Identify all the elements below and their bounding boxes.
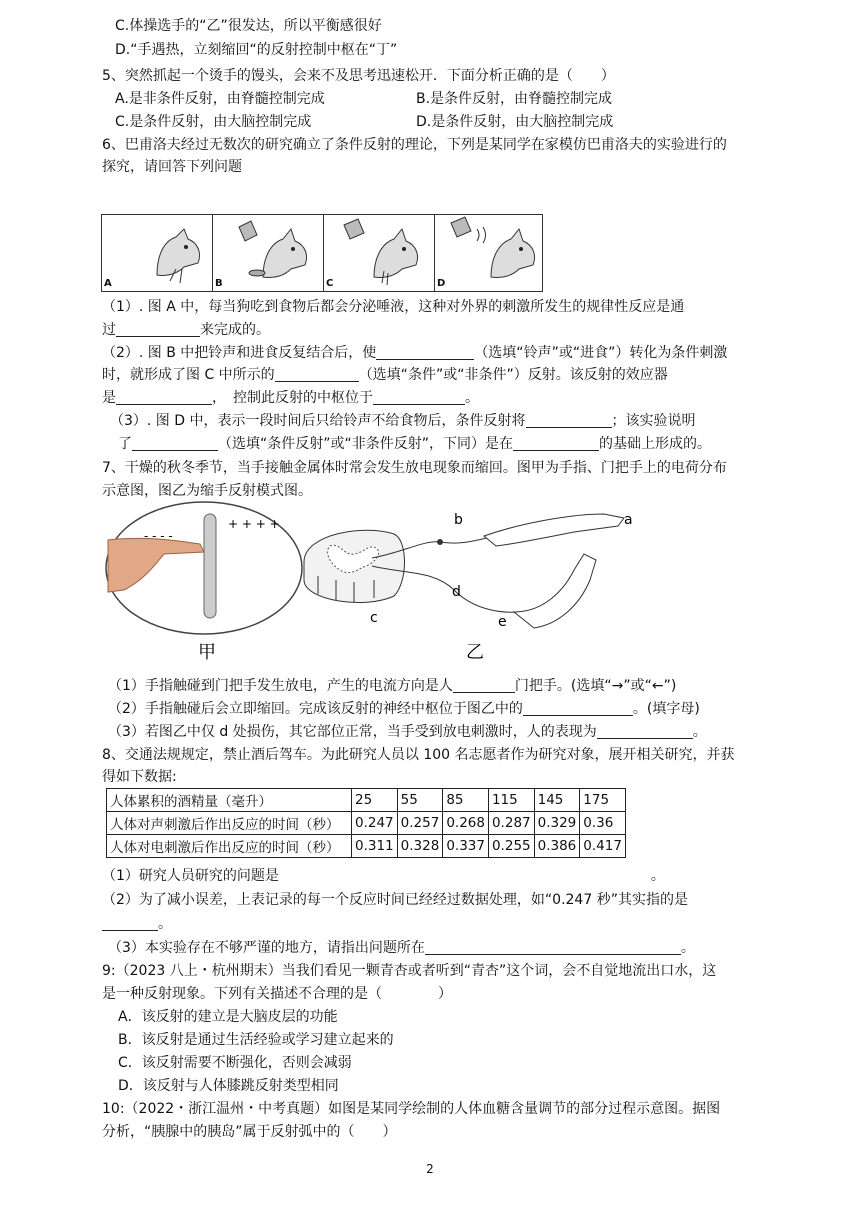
table-cell: 0.268 — [443, 812, 489, 835]
q9-stem-line1: 9:（2023 八上・杭州期末）当我们看见一颗青杏或者听到“青杏”这个词，会不自觉地流出口水，这 — [102, 963, 717, 979]
alcohol-data-table — [106, 788, 626, 858]
q7-3 — [108, 722, 707, 742]
q6-2c-mid: ， 控制此反射的中枢位于 — [212, 390, 373, 406]
label-a: a — [624, 512, 633, 528]
q6-3b-prefix: 了 — [118, 436, 132, 452]
q7-3-blank[interactable] — [597, 722, 693, 739]
spinal-cord-icon — [304, 530, 405, 602]
table-header-cell: 25 — [352, 789, 398, 812]
q9-option-b: B．该反射是通过生活经验或学习建立起来的 — [118, 1032, 394, 1048]
q7-stem-line2: 示意图，图乙为缩手反射模式图。 — [102, 483, 312, 499]
q6-2-blank3[interactable] — [116, 388, 212, 405]
q8-3-prefix: （3）本实验存在不够严谨的地方，请指出问题所在 — [108, 940, 425, 956]
panel-label-a: A — [104, 278, 112, 289]
panel-label-c: C — [326, 278, 334, 289]
q6-3b-end: 的基础上形成的。 — [599, 436, 712, 452]
table-header-cell: 115 — [488, 789, 534, 812]
q7-2-blank[interactable] — [523, 699, 633, 716]
q6-stem-line1: 6、巴甫洛夫经过无数次的研究确立了条件反射的理论，下列是某同学在家模仿巴甫洛夫的实验进行的 — [102, 137, 727, 153]
q10-stem-line1: 10:（2022・浙江温州・中考真题）如图是某同学绘制的人体血糖含量调节的部分过程示意图。据图 — [102, 1101, 721, 1117]
panel-label-b: B — [215, 278, 223, 289]
q7-stem-line1: 7、干燥的秋冬季节，当手接触金属体时常会发生放电现象而缩回。图甲为手指、门把手上的电荷分布 — [102, 460, 727, 476]
table-header-cell: 145 — [534, 789, 580, 812]
dog-experiment-strip — [101, 214, 543, 292]
table-header-cell: 175 — [580, 789, 626, 812]
q6-3-suffix: ；该实验说明 — [611, 413, 696, 429]
forearm-icon — [514, 554, 596, 628]
q7-1-suffix: 门把手。(选填“→”或“←”) — [514, 678, 677, 694]
yi-label: 乙 — [466, 642, 484, 663]
label-e: e — [498, 614, 507, 630]
table-cell: 0.417 — [580, 835, 626, 858]
table-cell: 人体对声刺激后作出反应的时间（秒） — [107, 812, 352, 835]
q6-2c-end: 。 — [465, 390, 479, 406]
dog-bell-food-icon — [213, 215, 323, 291]
q6-2-blank4[interactable] — [373, 388, 465, 405]
q6-2-blank1[interactable] — [376, 343, 474, 360]
q6-3-line1 — [110, 411, 696, 431]
table-row — [107, 835, 626, 858]
q6-1-blank[interactable] — [116, 320, 200, 337]
q8-1-prefix: （1）研究人员研究的问题是 — [102, 868, 279, 884]
finger-icon — [108, 538, 204, 592]
q5-option-d: D.是条件反射，由大脑控制完成 — [416, 114, 614, 130]
q6-3-blank1[interactable] — [526, 411, 612, 428]
q4-option-c: C.体操选手的“乙”很发达，所以平衡感很好 — [115, 18, 382, 34]
q7-2-prefix: （2）手指触碰后会立即缩回。完成该反射的神经中枢位于图乙中的 — [108, 701, 523, 717]
q6-3-blank2[interactable] — [132, 434, 218, 451]
q6-3b-mid: （选填“条件反射”或“非条件反射”，下同）是在 — [218, 436, 514, 452]
q8-stem-line2: 得如下数据: — [102, 769, 177, 785]
q7-1 — [108, 676, 676, 696]
dog-panel-b — [213, 215, 324, 291]
q9-option-d: D．该反射与人体膝跳反射类型相同 — [118, 1078, 339, 1094]
q6-2-mid: （选填“铃声”或“进食”）转化为条件刺激 — [474, 345, 728, 361]
panel-label-d: D — [437, 278, 446, 289]
q7-2-suffix: 。(填字母) — [632, 701, 700, 717]
door-handle-icon — [204, 514, 216, 618]
table-cell: 0.311 — [352, 835, 398, 858]
dog-panel-d — [435, 215, 545, 291]
q6-2c-prefix: 是 — [102, 390, 116, 406]
q8-stem-line1: 8、交通法规规定，禁止酒后驾车。为此研究人员以 100 名志愿者作为研究对象，展开相关研究，并获 — [102, 747, 735, 763]
jia-label: 甲 — [198, 642, 216, 663]
q6-3-blank3[interactable] — [513, 434, 599, 451]
table-header-cell: 85 — [443, 789, 489, 812]
q4-option-d: D.“手遇热，立刻缩回“的反射控制中枢在“丁” — [115, 42, 398, 58]
table-cell: 0.257 — [397, 812, 443, 835]
label-d: d — [452, 584, 461, 600]
q7-3-suffix: 。 — [692, 724, 707, 740]
q5-option-b: B.是条件反射，由脊髓控制完成 — [416, 91, 613, 107]
q7-2 — [108, 699, 700, 719]
q6-2b-prefix: 时，就形成了图 C 中所示的 — [102, 367, 275, 383]
q6-1-prefix: 过 — [102, 322, 116, 338]
q5-stem: 5、突然抓起一个烫手的馒头，会来不及思考迅速松开．下面分析正确的是（ ） — [102, 68, 615, 84]
q6-2-line2 — [102, 365, 668, 385]
q6-1-line2 — [102, 320, 270, 340]
table-header-cell: 55 — [397, 789, 443, 812]
dog-bell-salivating-icon — [324, 215, 434, 291]
reflex-figure — [104, 500, 644, 665]
q6-2-line3 — [102, 388, 479, 408]
q8-1 — [102, 866, 665, 886]
q7-1-prefix: （1）手指触碰到门把手发生放电，产生的电流方向是人 — [108, 678, 453, 694]
table-row — [107, 812, 626, 835]
ganglion-dot — [437, 539, 443, 545]
q6-1-suffix: 来完成的。 — [200, 322, 270, 338]
q6-2-prefix: （2）. 图 B 中把铃声和进食反复结合后，使 — [102, 345, 377, 361]
q6-stem-line2: 探究，请回答下列问题 — [102, 159, 242, 175]
q10-stem-line2: 分析，“胰腺中的胰岛”属于反射弧中的（ ） — [102, 1124, 397, 1140]
q9-stem-line2: 是一种反射现象。下列有关描述不合理的是（ ） — [102, 986, 452, 1002]
q5-option-a: A.是非条件反射，由脊髓控制完成 — [115, 91, 325, 107]
table-cell: 0.36 — [580, 812, 626, 835]
q6-2-line1 — [102, 343, 727, 363]
q7-3-prefix: （3）若图乙中仅 d 处损伤，其它部位正常，当手受到放电刺激时，人的表现为 — [108, 724, 597, 740]
table-header-row — [107, 789, 626, 812]
q6-2-blank2[interactable] — [275, 365, 359, 382]
q8-2-blank[interactable] — [102, 914, 158, 931]
q6-3-prefix: （3）. 图 D 中，表示一段时间后只给铃声不给食物后，条件反射将 — [110, 413, 526, 429]
q9-option-c: C．该反射需要不断强化，否则会减弱 — [118, 1055, 352, 1071]
q5-option-c: C.是条件反射，由大脑控制完成 — [115, 114, 312, 130]
q9-option-a: A．该反射的建立是大脑皮层的功能 — [118, 1009, 338, 1025]
q6-2b-suffix: （选填“条件”或“非条件”）反射。该反射的效应器 — [358, 367, 668, 383]
q6-3-line2 — [118, 434, 711, 454]
q8-3 — [108, 938, 695, 958]
q8-2-line2 — [102, 914, 172, 934]
table-cell: 0.329 — [534, 812, 580, 835]
table-cell: 0.287 — [488, 812, 534, 835]
table-header-cell: 人体累积的酒精量（毫升） — [107, 789, 352, 812]
q8-2-line1: （2）为了减小误差，上表记录的每一个反应时间已经经过数据处理，如“0.247 秒”其实指的是 — [102, 892, 688, 908]
table-cell: 0.255 — [488, 835, 534, 858]
dog-bell-only-icon — [435, 215, 545, 291]
positive-charges: + + + + — [228, 517, 280, 531]
dog-eating-icon — [102, 215, 212, 291]
q7-1-blank[interactable] — [453, 676, 515, 693]
table-cell: 0.386 — [534, 835, 580, 858]
table-cell: 0.328 — [397, 835, 443, 858]
q8-3-blank[interactable] — [425, 938, 681, 955]
q8-3-end: 。 — [680, 940, 695, 956]
negative-charges: - - - - — [144, 529, 173, 543]
table-cell: 人体对电刺激后作出反应的时间（秒） — [107, 835, 352, 858]
dog-panel-c — [324, 215, 435, 291]
upper-arm-icon — [484, 514, 624, 546]
q8-2-end: 。 — [158, 916, 172, 932]
label-b: b — [454, 512, 463, 528]
q8-1-end: 。 — [650, 868, 665, 884]
table-cell: 0.337 — [443, 835, 489, 858]
page-number: 2 — [426, 1162, 434, 1176]
table-cell: 0.247 — [352, 812, 398, 835]
q6-1-line1: （1）. 图 A 中，每当狗吃到食物后都会分泌唾液，这种对外界的刺激所发生的规律性反应是通 — [102, 299, 685, 315]
dog-panel-a — [102, 215, 213, 291]
label-c: c — [370, 610, 378, 626]
